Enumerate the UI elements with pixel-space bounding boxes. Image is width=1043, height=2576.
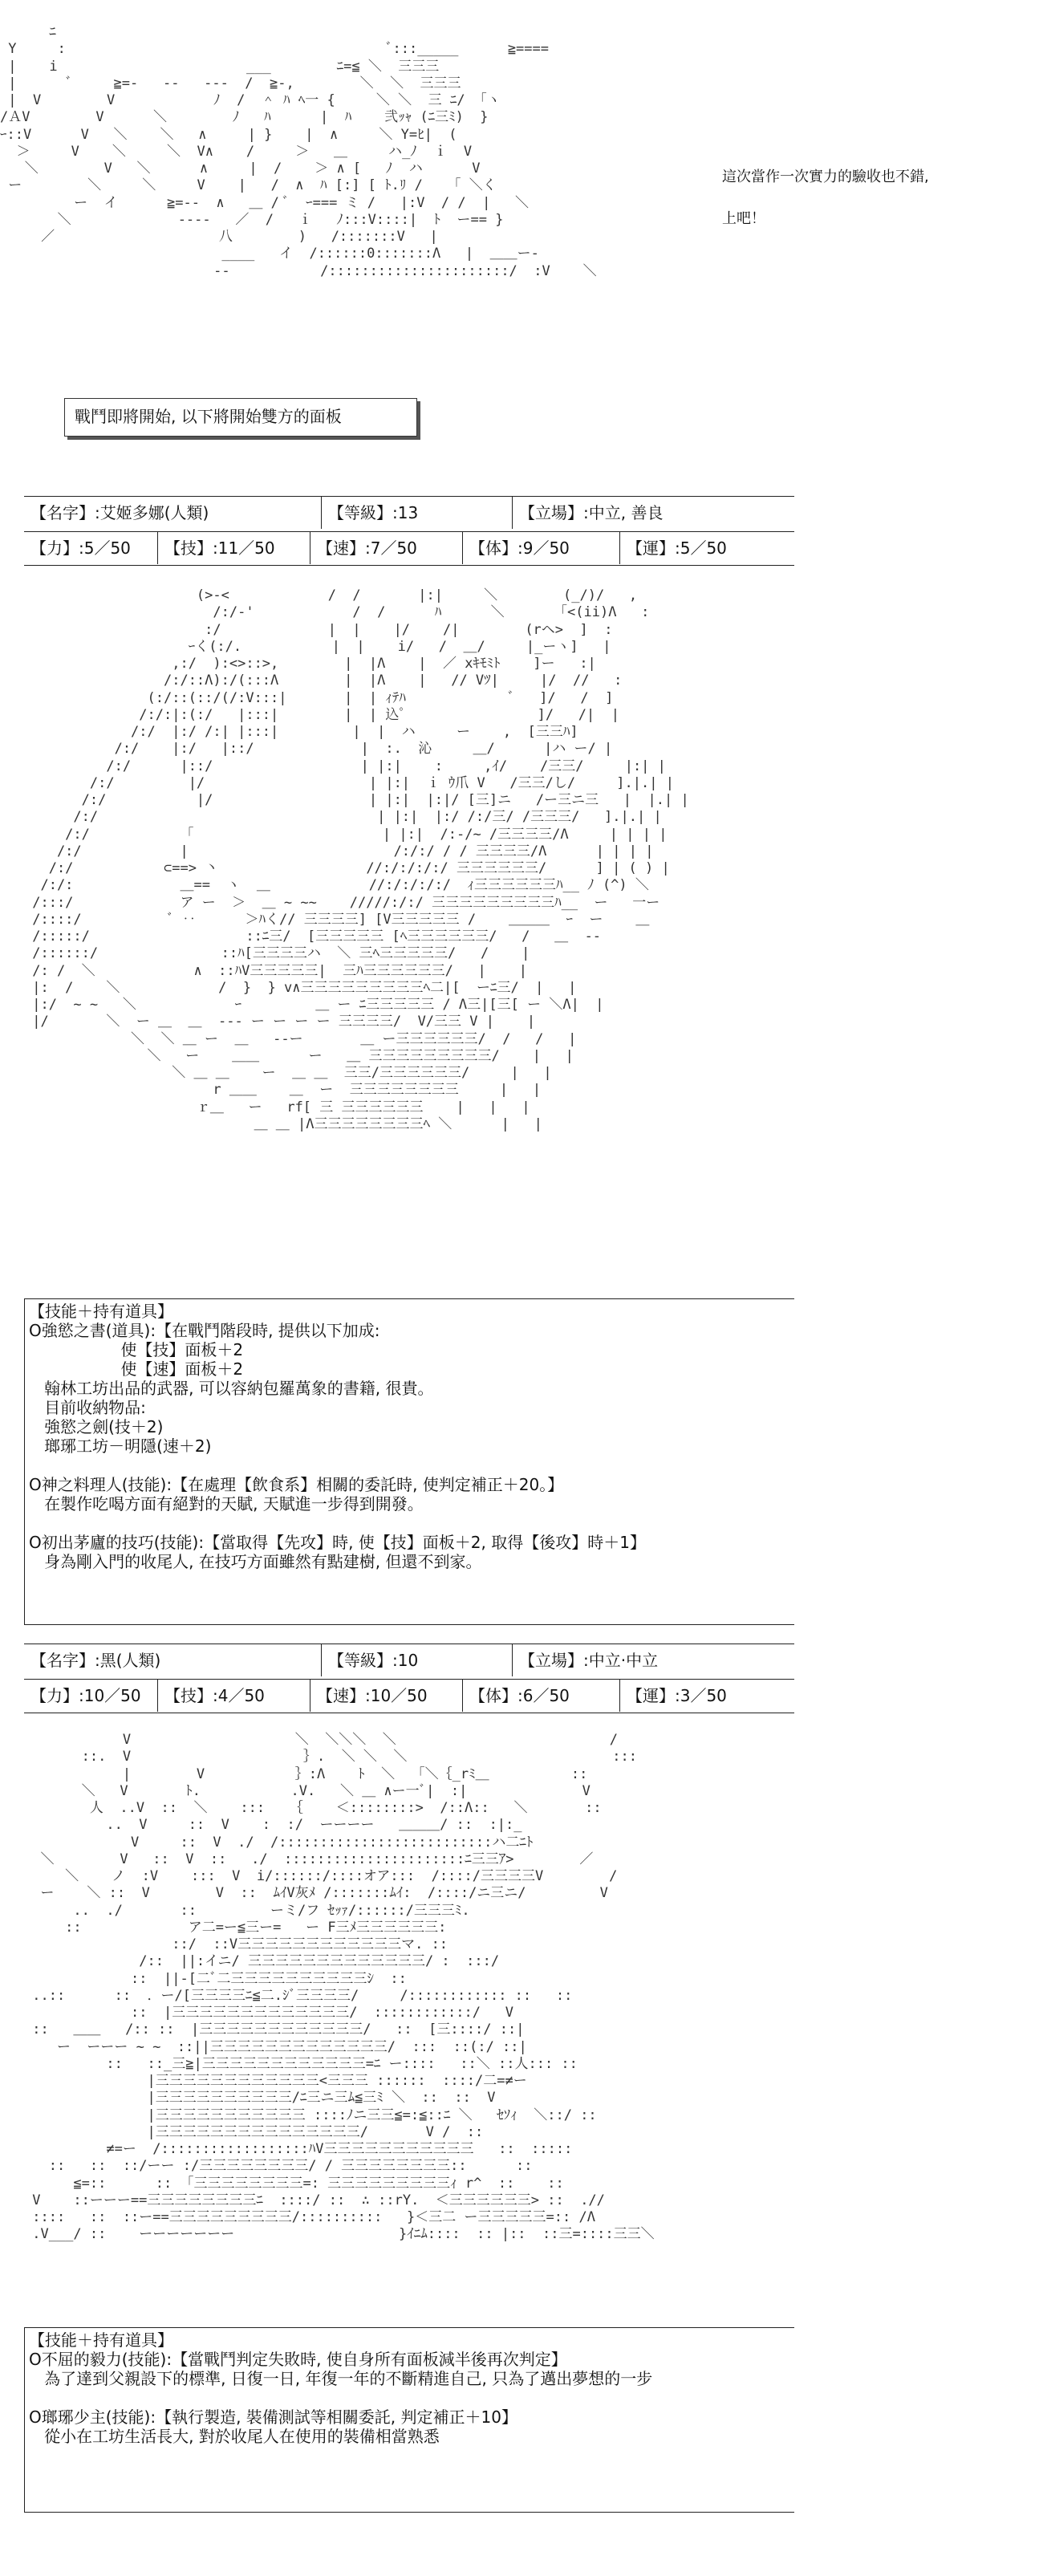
- skills-divider-top-2: [24, 2327, 794, 2328]
- skills-divider-top: [24, 1298, 794, 1299]
- stat-str-2: 【力】:10／50: [30, 1686, 141, 1705]
- character-sheet-kuro: [24, 1644, 794, 2534]
- skills-divider-bottom: [24, 1624, 794, 1625]
- intro-ascii-art: ﾆ Y : ﾞ:::_____ ≧==== | i ___ ﾆ=≦ ＼ 三三三 | ﾞ ≧=- -- --- / ≧-, ＼ ＼ 三三三 | V V ﾉ / ＾ ﾊ ﾍ一 { ＼ ＼ 三 ﾆ/ 「ヽ /ＡV V ＼ ﾉ ﾊ | ﾊ 弐ｯｬ (ﾆ三ﾐ) } ｰ::V V ＼ ＼ ∧ | } | ∧ ＼ Y=ﾋ| ( ＞ V ＼ ＼ V∧ / ＞ ＿ ハ_ﾉ ｉ V ＼ V ＼ ∧ | / ＞ ∧ [ ﾉ ハ V ー ＼ ＼ V | / ∧ ﾊ [:] [ ﾄ.ﾘ / 「 ＼く ー イ ≧=-- ∧ ＿ / ﾞ ｰ=== ミ / |:V / / | ＼ ＼ ---- ／ / ｉ ﾉ:::V::::| ﾄ ー== } ／ 八 ) /:::::::V | ____ イ /::::::0:::::::Λ | ＿＿ー- -- /::::::::::::::::::::::/ :V ＼: [0, 24, 597, 279]
- skills-divider-bottom-2: [24, 2512, 794, 2513]
- name-field: 【名字】:艾姬多娜(人類): [30, 503, 209, 522]
- dialogue-line-1: 這次當作一次實力的驗收也不錯,: [722, 169, 929, 185]
- stat-spd-2: 【速】:10／50: [310, 1680, 462, 1712]
- level-field: 【等級】:13: [321, 497, 512, 529]
- battle-notice-text: 戰鬥即將開始, 以下將開始雙方的面板: [75, 407, 342, 426]
- stat-luck-2: 【運】:3／50: [619, 1680, 794, 1712]
- stat-str: 【力】:5／50: [30, 538, 131, 558]
- stance-field: 【立場】:中立, 善良: [512, 497, 794, 529]
- stat-con-2: 【体】:6／50: [462, 1680, 619, 1712]
- stat-con: 【体】:9／50: [462, 532, 619, 564]
- stat-tech-2: 【技】:4／50: [157, 1680, 310, 1712]
- dialogue-line-2: 上吧！: [722, 210, 765, 227]
- edna-portrait-ascii: (>-< / / |:| ＼ (_/)/ , /:/-' / / ﾊ ＼ 「<(ii)Λ : :/ | | |/ /| (rヘ> ] : ｰく(:/. | | i/ / ＿/ |_ーヽ] | ,:/ ):<>::>, | |Λ | ／ xｷﾓﾐﾄ ]ー :| /:/::Λ):/(:::Λ | |Λ | // Vﾂ| |/ // : (:/::(::/(/:V:::| | | ｨﾃﾊ ﾞ ]/ / ] /:/:|:(:/ |:::| | | 込ﾟ ]/ /| | /:/ |:/ /:| |:::| | | ハ ー , [三三ﾊ] /:/ |:/ |::/ | :. 沁 ＿/ |ハ ー/ | /:/ |::/ | |:| : ,ｲ/ /三三/ |:| | /:/ |/ | |:| ｉ ｳ爪 V /三三/し/ ].|.| | /:/ |/ | |:| |:|/ [三]ニ /ー三ニ三 | |.| | /:/ | |:| |:/ /:/三/ /三三三/ ].|.| | /:/ 「 | |:| /:-/~ /三三三三/Λ | | | | /:/ | /:/:/ / / 三三三三/Λ | | | | /:/ ⊂==> 丶 //:/:/:/:/ 三三三三三三/ ] | ( ) | /:/: ＿== ヽ ＿ //:/:/:/:/ ｨ三三三三三三ﾊ__ ﾉ (^) ＼ /:::/ ア ー ＞ ＿ ~ ~~ /////:/:/ 三三三三三三三三三ﾊ__ ー 一ー /::::/ ﾞ ‥ ＞ﾊく// 三三三三] [V三三三三三 / ＿＿＿ ｰ ー ＿ /:::::/ ::ﾆ三/ [三三三三三 [ﾍ三三三三三三/ / ＿ -- /::::::/ ::ﾊ[三三三三ハ ＼ 三ﾍ三三三三三/ / | /: / ＼ ∧ ::ﾊV三三三三三| 三ﾊ三三三三三三/ | | |: / ＼ / } } v∧三三三三三三三三三ﾍ二|[ ーﾆ三/ | | |:/ ~ ~ ＼ ｰ ＿ ー ﾆ三三三三三 / Λ三|[三[ ー ＼Λ| | |/ ＼ ー ＿ ＿ --- ー ー ー ー 三三三三/ V/三三 V | | ＼ ＼ ＿ ー ＿ --ー ＿ ー三三三三三三/ / / | ＼ ー ＿＿ ー ＿ 三三三三三三三三三/ | | ＼ ＿ ＿ ー ＿ ＿ 三三/三三三三三三/ | | r ＿＿ ＿ ー 三三三三三三三三 | | ｒ＿ ー rf[ 三 三三三三三三 | | | ＿ ＿ |Λ三三三三三三三三ﾍ ＼ | |: [32, 587, 689, 1132]
- level-field-2: 【等級】:10: [321, 1644, 512, 1676]
- stats-row-2: [24, 1679, 794, 1711]
- stats-row: [24, 531, 794, 563]
- kuro-skills-text: 【技能＋持有道具】 O不屈的毅力(技能):【當戰鬥判定失敗時, 使自身所有面板減半後再次判定】 為了達到父親設下的標準, 日復一日, 年復一年的不斷精進自己, 只為了邁出夢想的一步 O瑯琊少主(技能):【執行製造, 裝備測試等相關委託, 判定補正＋10】 從小在工坊生活長大, 對於收尾人在使用的裝備相當熟悉: [29, 2330, 653, 2446]
- name-row-2: [24, 1644, 794, 1676]
- kuro-portrait-ascii: V ＼ ＼＼＼ ＼ / ::. V ｝. ＼ ＼ ＼ ::: | V ｝:Λ ﾄ ＼ 「＼｛_rﾐ＿ :: ＼ V ﾄ. .V. ＼ ＿ ∧ー一ﾞ| :| V 人 ..V :: ＼ ::: ｛ ＜::::::::> /::Λ:: ＼ :: .. V :: V : :/ ーーーー ＿＿＿/ :: :|:_ V :: V ./ /::::::::::::::::::::::::::ハ二ﾆﾄ ＼ V :: V :: ./ ::::::::::::::::::::::ﾆ三三ｱ> ／ ＼ ノ :V ::: V i/::::::/::::オア::: /::::/三三三三V / ー ＼ :: V V :: ﾑｲV灰ﾒ /:::::::ﾑｲ: /::::/ニ三ニ/ V .. ./ :: ーミ/フ ｾｯｧ/::::::/三三三ﾐ. :: ア二=ー≦三ー= ー F三ﾒ三三三三三三: ::/ ::V三三三三三三三三三三三三マ. :: /:: ||:イニ/ 三三三三三三三三三三三三三/ : :::/ :: ||-[二ﾞ二三三三三三三三三三三ｼ :: ..:: :: ．ー/[三三三三ﾆ≦二.ｼﾞ三三三三/ /:::::::::::: :: :: :: |三三三三三三三三三三三三三/ ::::::::::::/ V :: ＿＿ /:: :: |三三三三三三三三三三三三/ :: [三::::/ ::| ー ーーー ~ ~ ::||三三三三三三三三三三三三三/ ::: ::(:/ ::| :: ::_三≧|三三三三三三三三三三三三=ﾆ ー:::: ::＼ ::人::: :: |三三三三三三三三三三三三<三三三 :::::: ::::/二=≠ー |三三三三三三三三三三/ﾆ三ニ三ﾑ≦三ﾐ ＼ :: :: V |三三三三三三三三三三三 ::::ﾉニ三三≦=:≦::ﾆ ＼ ｾｿｨ ＼::/ :: |三三三三三三三三三三三三三三三/ V / :: ≠=ー /::::::::::::::::::ﾊV三三三三三三三三三三三 :: ::::: :: :: ::/ーー :/三三三三三三三三/ / 三三三三三三三三:: :: ≦=:: :: 「三三三三三三三三=: 三三三三三三三三三ｨ r^ :: :: V ::ーーー==三三三三三三三三ﾆ ::::/ :: ∴ ::rY. ＜三三三三三三> :: .// :::: :: ::ー==三三三三三三三三三/:::::::::: }＜三二 ー三三三三三=:: /Λ .V___/ :: ーーーーーーー }ｲﾆﾑ:::: :: |:: ::三=::::三三＼: [32, 1732, 655, 2243]
- name-row: [24, 496, 794, 528]
- stat-spd: 【速】:7／50: [310, 532, 462, 564]
- skills-left-border-2: [24, 2327, 25, 2512]
- stance-field-2: 【立場】:中立·中立: [512, 1644, 794, 1676]
- battle-notice-box: [64, 398, 417, 437]
- skills-left-border: [24, 1298, 25, 1624]
- character-sheet-edna: [24, 496, 794, 1619]
- stat-luck: 【運】:5／50: [619, 532, 794, 564]
- edna-skills-text: 【技能＋持有道具】 O強慾之書(道具):【在戰鬥階段時, 提供以下加成: 使【技】面板＋2 使【速】面板＋2 翰林工坊出品的武器, 可以容納包羅萬象的書籍, 很貴。 目前收納物品: 強慾之劍(技＋2) 瑯琊工坊－明隱(速＋2) O神之料理人(技能):【在處理【飲食系】相關的委託時, 使判定補正＋20。】 在製作吃喝方面有絕對的天賦, 天賦進一步得到開發。 O初出茅廬的技巧(技能):【當取得【先攻】時, 使【技】面板＋2, 取得【後攻】時＋1】 身為剛入門的收尾人, 在技巧方面雖然有點建樹, 但還不到家。: [29, 1302, 646, 1571]
- stat-tech: 【技】:11／50: [157, 532, 310, 564]
- stats-divider: [24, 565, 794, 566]
- name-field-2: 【名字】:黑(人類): [30, 1651, 161, 1670]
